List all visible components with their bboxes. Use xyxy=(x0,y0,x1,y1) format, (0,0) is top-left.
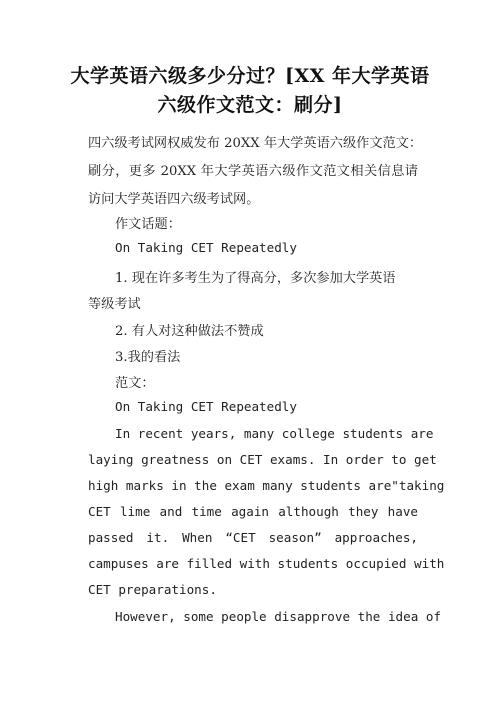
point-1-line-1: 1. 现在许多考生为了得高分，多次参加大学英语 xyxy=(115,271,396,286)
essay-line-4: CET lime and time again although they have xyxy=(88,504,418,519)
point-1-line-2: 等级考试 xyxy=(88,297,141,312)
essay-line-5: passed it. When “CET season” approaches, xyxy=(88,530,418,545)
point-3: 3.我的看法 xyxy=(115,350,181,365)
essay-line-6: campuses are filled with students occupied with xyxy=(88,556,445,571)
point-2: 2. 有人对这种做法不赞成 xyxy=(115,324,264,339)
essay-line-2: laying greatness on CET exams. In order to get xyxy=(88,452,437,467)
intro-line-2: 刷分，更多 20XX 年大学英语六级作文范文相关信息请 xyxy=(88,164,418,179)
title-line-1: 大学英语六级多少分过？[XX 年大学英语 xyxy=(70,65,430,87)
essay-heading-1: On Taking CET Repeatedly xyxy=(115,240,297,255)
document-title xyxy=(60,62,440,120)
sample-label: 范文： xyxy=(115,376,155,391)
essay-line-7: CET preparations. xyxy=(88,582,217,597)
essay-line-3: high marks in the exam many students are"taking xyxy=(88,478,445,493)
topic-label: 作文话题： xyxy=(115,217,181,232)
intro-line-1: 四六级考试网权威发布 20XX 年大学英语六级作文范文： xyxy=(88,136,423,151)
intro-line-3: 访问大学英语四六级考试网。 xyxy=(88,192,260,207)
essay-line-8: However, some people disapprove the idea of xyxy=(115,609,442,624)
essay-line-1: In recent years, many college students are xyxy=(115,426,434,441)
essay-heading-2: On Taking CET Repeatedly xyxy=(115,399,297,414)
title-line-2: 六级作文范文：刷分] xyxy=(157,94,343,116)
